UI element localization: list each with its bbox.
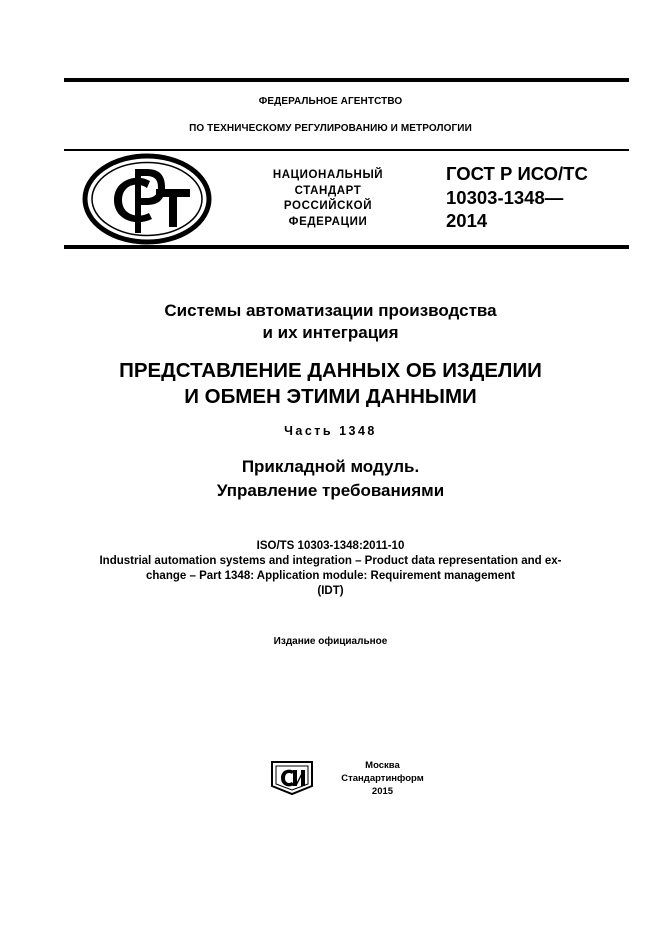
module-title: [0, 455, 661, 503]
rst-logo-icon: [82, 153, 212, 250]
national-label-line: НАЦИОНАЛЬНЫЙ: [272, 169, 384, 181]
gost-code-line: 10303-1348—: [446, 186, 564, 208]
publisher-city: Москва: [365, 760, 400, 771]
iso-code: ISO/TS 10303-1348:2011-10: [256, 540, 405, 552]
title-subject-line: Системы автоматизации производства: [164, 301, 497, 320]
agency-line-2: ПО ТЕХНИЧЕСКОМУ РЕГУЛИРОВАНИЮ И МЕТРОЛОГИИ: [189, 123, 472, 134]
module-title-line: Прикладной модуль.: [241, 457, 420, 476]
header-rule: [64, 149, 629, 151]
gost-code-line: ГОСТ Р ИСО/ТС: [446, 163, 588, 184]
gost-code: [446, 162, 626, 233]
edition-label: Издание официальное: [273, 636, 388, 647]
iso-english-title-line: Industrial automation systems and integration – Product data representation and ex-: [99, 555, 562, 567]
national-label-line: ФЕДЕРАЦИИ: [288, 215, 368, 228]
standard-block-rule: [64, 245, 629, 249]
module-title-line: Управление требованиями: [216, 481, 445, 500]
title-subject-line: и их интеграция: [262, 323, 399, 342]
iso-equivalence: (IDT): [317, 585, 344, 597]
national-label-line: РОССИЙСКОЙ: [283, 200, 373, 212]
national-standard-label: [255, 168, 401, 230]
iso-reference: [0, 539, 661, 599]
part-label: Часть 1348: [284, 424, 377, 438]
title-main-line: И ОБМЕН ЭТИМИ ДАННЫМИ: [184, 385, 477, 408]
iso-english-title-line: change – Part 1348: Application module: Requirement management: [146, 570, 515, 582]
standartinform-logo-icon: [270, 760, 314, 801]
title-subject: [0, 300, 661, 344]
title-main-line: ПРЕДСТАВЛЕНИЕ ДАННЫХ ОБ ИЗДЕЛИИ: [119, 359, 542, 382]
agency-line-1: ФЕДЕРАЛЬНОЕ АГЕНТСТВО: [258, 96, 403, 107]
top-rule: [64, 78, 629, 82]
title-main: [0, 358, 661, 410]
gost-code-line: 2014: [446, 210, 488, 231]
national-label-line: СТАНДАРТ: [294, 184, 362, 197]
publisher-year: 2015: [371, 786, 394, 797]
publisher-name: Стандартинформ: [341, 773, 424, 784]
publisher-block: [335, 759, 430, 798]
